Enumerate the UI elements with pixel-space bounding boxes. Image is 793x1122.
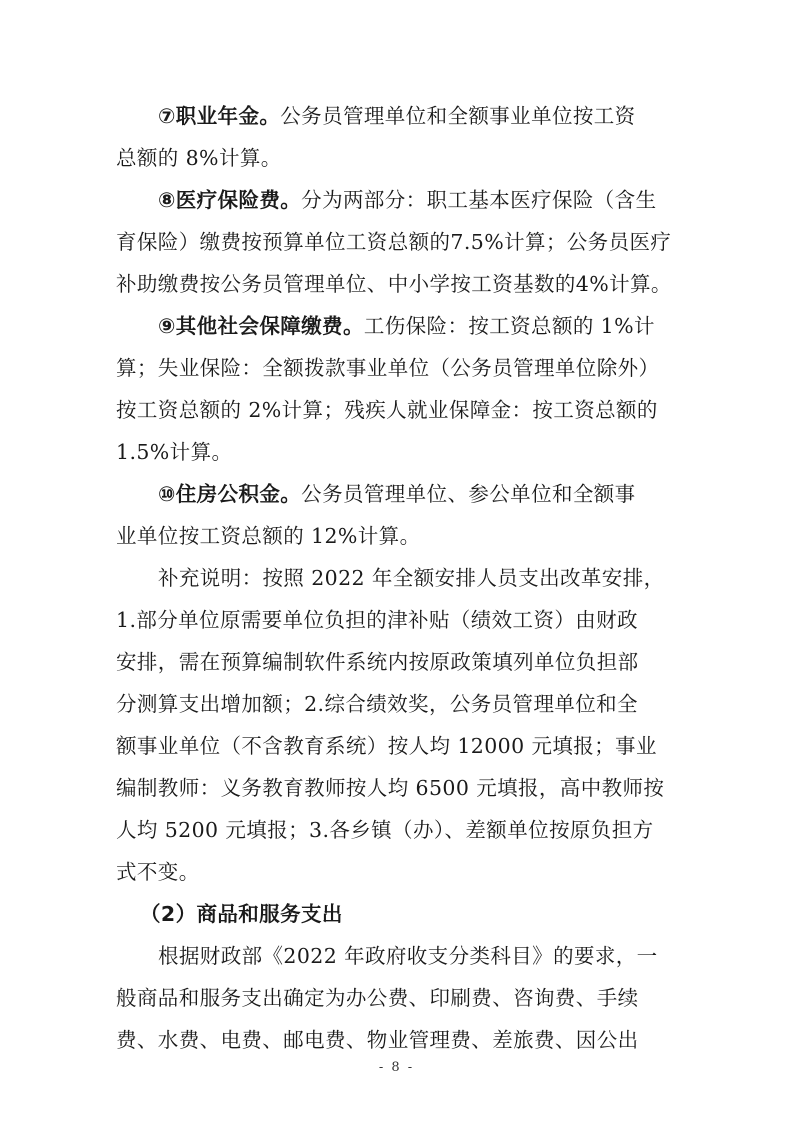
paragraph-social-security-line-3: 按工资总额的 2%计算；残疾人就业保障金：按工资总额的 (116, 398, 658, 422)
heading-goods-and-services: （2）商品和服务支出 (140, 902, 343, 926)
paragraph-medical-insurance-line-2: 育保险）缴费按预算单位工资总额的7.5%计算；公务员医疗 (116, 230, 672, 254)
paragraph-text: 工伤保险：按工资总额的 1%计 (363, 314, 655, 338)
paragraph-medical-insurance-line-1 (158, 185, 678, 215)
paragraph-supplement-line-3: 安排，需在预算编制软件系统内按原政策填列单位负担部 (116, 650, 639, 674)
heading-occupational-annuity: ⑦职业年金。 (158, 104, 281, 128)
paragraph-goods-line-3: 费、水费、电费、邮电费、物业管理费、差旅费、因公出 (116, 1028, 639, 1052)
paragraph-supplement-line-4: 分测算支出增加额；2.综合绩效奖，公务员管理单位和全 (116, 692, 638, 716)
paragraph-supplement-line-6: 编制教师：义务教育教师按人均 6500 元填报，高中教师按 (116, 776, 665, 800)
paragraph-goods-line-1: 根据财政部《2022 年政府收支分类科目》的要求，一 (158, 944, 658, 968)
paragraph-medical-insurance-line-3: 补助缴费按公务员管理单位、中小学按工资基数的4%计算。 (116, 272, 672, 296)
paragraph-supplement-line-5: 额事业单位（不含教育系统）按人均 12000 元填报；事业 (116, 734, 657, 758)
heading-housing-fund: ⑩住房公积金。 (158, 482, 302, 506)
paragraph-goods-line-2: 般商品和服务支出确定为办公费、印刷费、咨询费、手续 (116, 986, 639, 1010)
paragraph-social-security-line-2: 算；失业保险：全额拨款事业单位（公务员管理单位除外） (116, 356, 660, 380)
paragraph-text: 分为两部分：职工基本医疗保险（含生 (301, 188, 657, 212)
paragraph-text: 公务员管理单位和全额事业单位按工资 (280, 104, 636, 128)
paragraph-supplement-line-7: 人均 5200 元填报；3.各乡镇（办）、差额单位按原负担方 (116, 818, 654, 842)
paragraph-supplement-line-2: 1.部分单位原需要单位负担的津补贴（绩效工资）由财政 (116, 608, 638, 632)
heading-social-security: ⑨其他社会保障缴费。 (158, 314, 364, 338)
paragraph-occupational-annuity-line-1 (158, 101, 678, 131)
paragraph-housing-fund-line-1 (158, 479, 678, 509)
paragraph-social-security-line-4: 1.5%计算。 (116, 440, 233, 464)
paragraph-social-security-line-1 (158, 311, 678, 341)
paragraph-supplement-line-1: 补充说明：按照 2022 年全额安排人员支出改革安排， (158, 566, 665, 590)
page-number: - 8 - (378, 1060, 415, 1075)
paragraph-supplement-line-8: 式不变。 (116, 860, 200, 884)
heading-medical-insurance: ⑧医疗保险费。 (158, 188, 302, 212)
paragraph-housing-fund-line-2: 业单位按工资总额的 12%计算。 (116, 524, 421, 548)
paragraph-occupational-annuity-line-2: 总额的 8%计算。 (116, 146, 282, 170)
paragraph-text: 公务员管理单位、参公单位和全额事 (301, 482, 636, 506)
